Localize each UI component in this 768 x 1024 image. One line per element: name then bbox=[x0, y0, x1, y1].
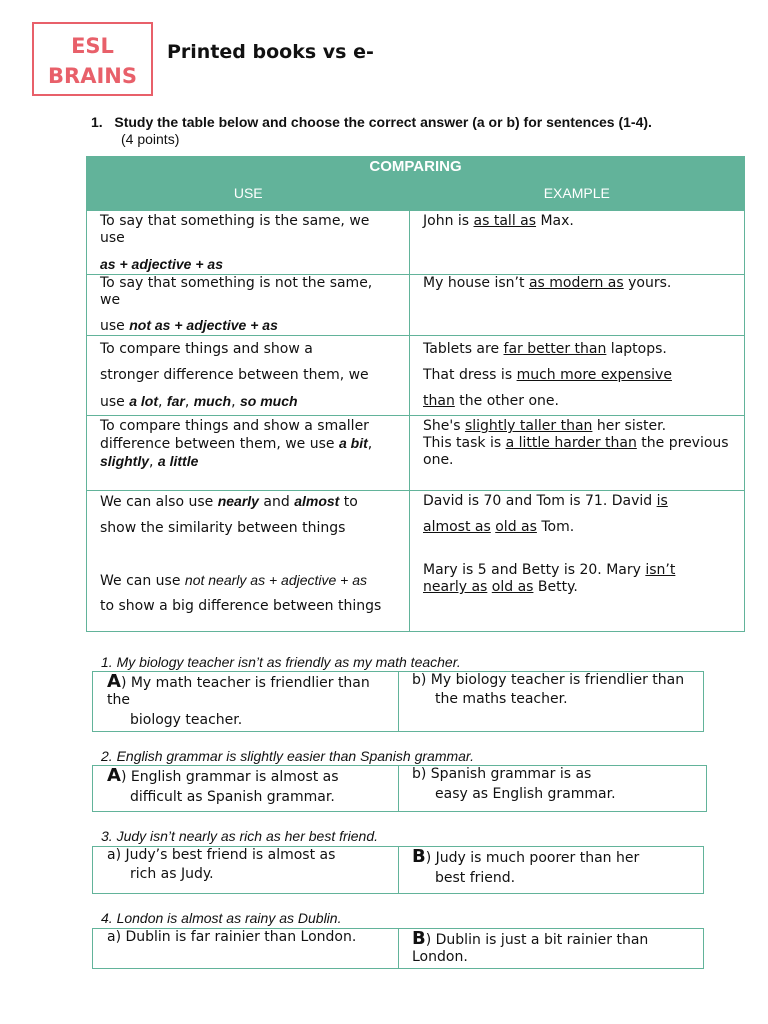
example-highlight: slightly taller than bbox=[464, 418, 593, 434]
example-highlight: much more expensive bbox=[516, 367, 672, 383]
table-row bbox=[87, 275, 745, 336]
example-text: David is 70 and Tom is 71. David bbox=[423, 493, 657, 509]
option-a[interactable] bbox=[107, 847, 392, 893]
option-letter: B bbox=[412, 928, 426, 949]
example-text: yours. bbox=[623, 275, 672, 291]
keyword: a bit bbox=[338, 435, 368, 451]
instruction-points: (4 points) bbox=[121, 131, 180, 147]
answer-box bbox=[92, 765, 707, 812]
option-text: ) Judy is much poorer than her bbox=[425, 850, 640, 866]
use-text: to bbox=[339, 494, 358, 510]
example-text: the other one. bbox=[454, 393, 559, 409]
example-highlight: almost as bbox=[423, 519, 491, 535]
keyword: a little bbox=[157, 453, 199, 469]
example-highlight: nearly as bbox=[423, 579, 488, 595]
example-text: laptops. bbox=[606, 341, 667, 357]
use-rule: not as + adjective + as bbox=[129, 317, 278, 333]
option-text: London. bbox=[412, 949, 468, 965]
option-text: easy as English grammar. bbox=[435, 786, 616, 802]
question-prompt: 2. English grammar is slightly easier than Spanish grammar. bbox=[101, 748, 474, 764]
example-text: Max. bbox=[536, 213, 574, 229]
answer-divider bbox=[398, 929, 399, 968]
question-prompt: 4. London is almost as rainy as Dublin. bbox=[101, 910, 342, 926]
esl-brains-logo bbox=[32, 22, 153, 96]
answer-box bbox=[92, 928, 704, 969]
logo-line-2: BRAINS bbox=[48, 64, 137, 88]
table-row: To compare things and show a smaller difference between them, we use a bit, slightly, a little She's slightly taller than her sister. This task is a little harder than the previous one. bbox=[87, 416, 745, 491]
use-text: To compare things and show a bbox=[100, 341, 313, 357]
table-row: To compare things and show a stronger difference between them, we use a lot, far, much, so much Tablets are far better than laptops. That dress is much more expensive than the other one. bbox=[87, 336, 745, 416]
use-rule: not nearly as + adjective + as bbox=[184, 572, 368, 588]
option-a[interactable] bbox=[107, 673, 392, 731]
use-text: and bbox=[258, 494, 295, 510]
example-text: Mary is 5 and Betty is 20. Mary bbox=[423, 562, 646, 578]
example-text: This task is bbox=[423, 435, 506, 451]
column-header-example: EXAMPLE bbox=[410, 180, 745, 211]
use-text: stronger difference between them, we bbox=[100, 367, 369, 383]
use-text: To say that something is not the same, we bbox=[100, 275, 373, 308]
example-highlight: far better than bbox=[503, 341, 607, 357]
option-letter: A bbox=[107, 671, 121, 692]
example-highlight: than bbox=[423, 393, 455, 409]
option-text: ) My math teacher is friendlier than the bbox=[107, 675, 370, 708]
option-b[interactable] bbox=[412, 848, 697, 893]
option-text: best friend. bbox=[435, 870, 516, 886]
option-a[interactable] bbox=[107, 767, 392, 811]
example-highlight: old as bbox=[491, 579, 534, 595]
example-highlight: a little harder than bbox=[505, 435, 637, 451]
example-text: That dress is bbox=[423, 367, 517, 383]
option-letter: B bbox=[412, 846, 426, 867]
answer-box bbox=[92, 671, 704, 732]
answer-divider bbox=[398, 847, 399, 893]
column-header-use: USE bbox=[87, 180, 410, 211]
option-text: difficult as Spanish grammar. bbox=[130, 789, 335, 805]
example-highlight: old as bbox=[495, 519, 537, 535]
example-text: My house isn’t bbox=[423, 275, 529, 291]
question-prompt: 3. Judy isn’t nearly as rich as her best friend. bbox=[101, 828, 379, 844]
use-text: use bbox=[100, 394, 130, 410]
keyword: a lot bbox=[129, 393, 159, 409]
logo-line-1: ESL bbox=[71, 34, 114, 58]
option-b[interactable] bbox=[412, 930, 697, 968]
example-text: the previous one. bbox=[423, 435, 729, 468]
use-text: We can use bbox=[100, 573, 185, 589]
example-text: She's bbox=[423, 418, 465, 434]
option-text: biology teacher. bbox=[130, 712, 243, 728]
option-letter: A bbox=[107, 765, 121, 786]
keyword: so much bbox=[239, 393, 298, 409]
table-header: COMPARING bbox=[87, 157, 745, 181]
keyword: almost bbox=[294, 493, 340, 509]
use-text: show the similarity between things bbox=[100, 520, 346, 536]
instruction-number: 1. bbox=[91, 114, 103, 130]
option-text: the maths teacher. bbox=[435, 691, 568, 707]
use-text: To say that something is the same, we use bbox=[100, 213, 370, 246]
example-text: John is bbox=[423, 213, 474, 229]
table-row bbox=[87, 211, 745, 275]
option-text: b) Spanish grammar is as bbox=[412, 766, 592, 782]
option-b[interactable] bbox=[412, 766, 697, 811]
example-highlight: as modern as bbox=[528, 275, 624, 291]
keyword: far bbox=[166, 393, 185, 409]
option-a[interactable] bbox=[107, 929, 392, 968]
answer-box bbox=[92, 846, 704, 894]
table-row bbox=[87, 491, 745, 632]
use-text: use bbox=[100, 318, 130, 334]
use-text: to show a big difference between things bbox=[100, 598, 382, 614]
example-text: her sister. bbox=[592, 418, 667, 434]
example-text: Betty. bbox=[533, 579, 578, 595]
instruction-text: Study the table below and choose the correct answer (a or b) for sentences (1-4). bbox=[114, 114, 652, 130]
answer-divider bbox=[398, 766, 399, 811]
example-highlight: isn’t bbox=[645, 562, 676, 578]
use-text: To compare things and show a smaller difference between them, we use bbox=[100, 418, 369, 452]
example-highlight: is bbox=[656, 493, 668, 509]
option-text: b) My biology teacher is friendlier than bbox=[412, 672, 685, 688]
instruction bbox=[91, 114, 652, 130]
answer-divider bbox=[398, 672, 399, 731]
comparing-table bbox=[86, 156, 745, 632]
option-text: a) Judy’s best friend is almost as bbox=[107, 847, 336, 863]
use-text: We can also use bbox=[100, 494, 218, 510]
option-text: rich as Judy. bbox=[130, 866, 214, 882]
option-text: ) English grammar is almost as bbox=[120, 769, 339, 785]
keyword: nearly bbox=[217, 493, 259, 509]
page-title: Printed books vs e- bbox=[167, 41, 374, 63]
option-text: a) Dublin is far rainier than London. bbox=[107, 929, 357, 945]
example-text: Tablets are bbox=[423, 341, 504, 357]
keyword: much bbox=[193, 393, 232, 409]
example-highlight: as tall as bbox=[473, 213, 537, 229]
example-text: Tom. bbox=[536, 519, 575, 535]
keyword: slightly bbox=[100, 453, 150, 469]
use-rule: as + adjective + as bbox=[100, 256, 223, 272]
option-b[interactable] bbox=[412, 672, 697, 731]
question-prompt: 1. My biology teacher isn’t as friendly as my math teacher. bbox=[101, 654, 461, 670]
option-text: ) Dublin is just a bit rainier than bbox=[425, 932, 649, 948]
